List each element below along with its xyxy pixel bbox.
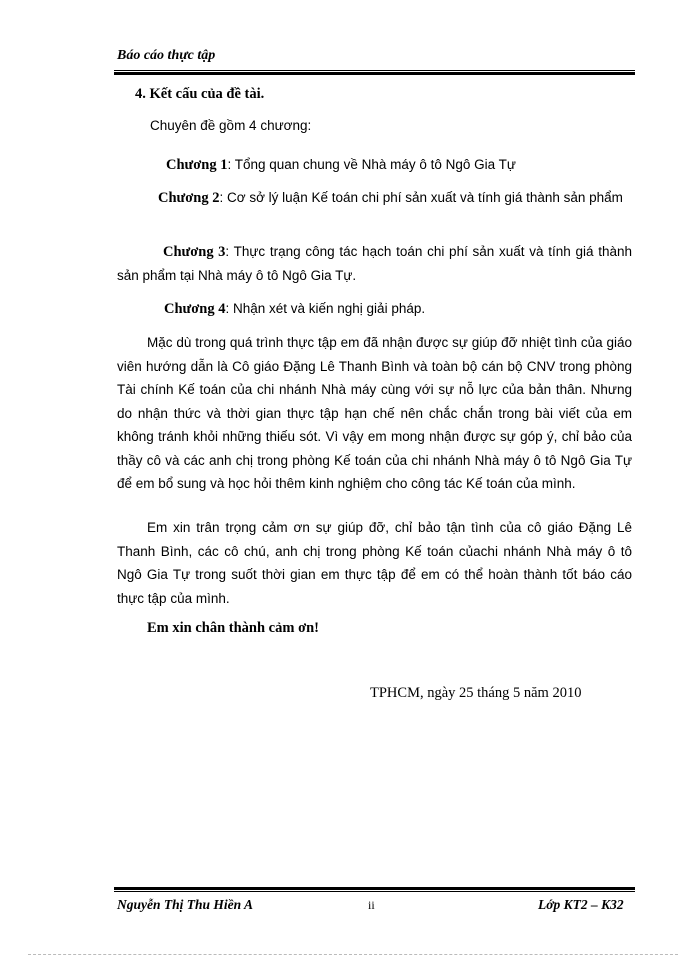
paragraph-thanks: Em xin trân trọng cảm ơn sự giúp đỡ, chỉ bảo tận tình của cô giáo Đặng Lê Thanh Bình, các cô chú, anh chị trong phòng Kế toán củachi nhánh Nhà máy ô tô Ngô Gia Tự trong suốt thời gian em thực tập để em có thể hoàn thành tốt báo cáo thực tập của mình. [117,520,632,606]
chapter-2-text: : Cơ sở lý luận Kế toán chi phí sản xuất và tính giá thành sản phẩm [219,190,623,205]
chapter-1-label: Chương 1 [166,157,228,173]
chapter-2 [158,186,632,210]
chapter-4 [164,297,425,321]
section-heading: 4. Kết cấu của đề tài. [135,86,265,102]
chapter-1-text: : Tổng quan chung về Nhà máy ô tô Ngô Gia Tự [227,157,516,172]
chapter-1 [166,153,516,177]
date-line: TPHCM, ngày 25 tháng 5 năm 2010 [370,685,582,701]
chapter-3 [117,240,632,287]
footer-class: Lớp KT2 – K32 [538,897,624,912]
chapters-intro: Chuyên đề gồm 4 chương: [150,118,312,133]
footer-page-number: ii [368,898,375,912]
page-edge [28,954,678,955]
header-rule-thin [114,70,635,71]
header-title: Báo cáo thực tập [117,48,216,63]
chapter-2-label: Chương 2 [158,190,220,206]
chapter-3-text: : Thực trạng công tác hạch toán chi phí sản xuất và tính giá thành sản phẩm tại Nhà máy ô tô Ngô Gia Tự. [117,244,632,283]
chapter-4-text: : Nhận xét và kiến nghị giải pháp. [225,301,426,316]
chapter-4-label: Chương 4 [164,301,226,317]
chapter-3-label: Chương 3 [163,244,226,260]
footer-rule-thin [114,891,635,892]
paragraph-acknowledgement: Mặc dù trong quá trình thực tập em đã nhận được sự giúp đỡ nhiệt tình của giáo viên hướng dẫn là Cô giáo Đặng Lê Thanh Bình và toàn bộ cán bộ CNV trong phòng Tài chính Kế toán của chi nhánh Nhà máy cùng với sự nỗ lực của bản thân. Nhưng do nhận thức và thời gian thực tập hạn chế nên chắc chắn trong bài viết của em không tránh khỏi những thiếu sót. Vì vậy em mong nhận được sự góp ý, chỉ bảo của thầy cô và các anh chị trong phòng Kế toán của chi nhánh Nhà máy ô tô Ngô Gia Tự để em bổ sung và học hỏi thêm kinh nghiệm cho công tác Kế toán của mình. [117,335,632,491]
footer-author: Nguyễn Thị Thu Hiền A [117,897,254,912]
closing-thanks: Em xin chân thành cảm ơn! [147,620,319,636]
header-rule-thick [114,72,635,75]
footer-rule-thick [114,887,635,890]
